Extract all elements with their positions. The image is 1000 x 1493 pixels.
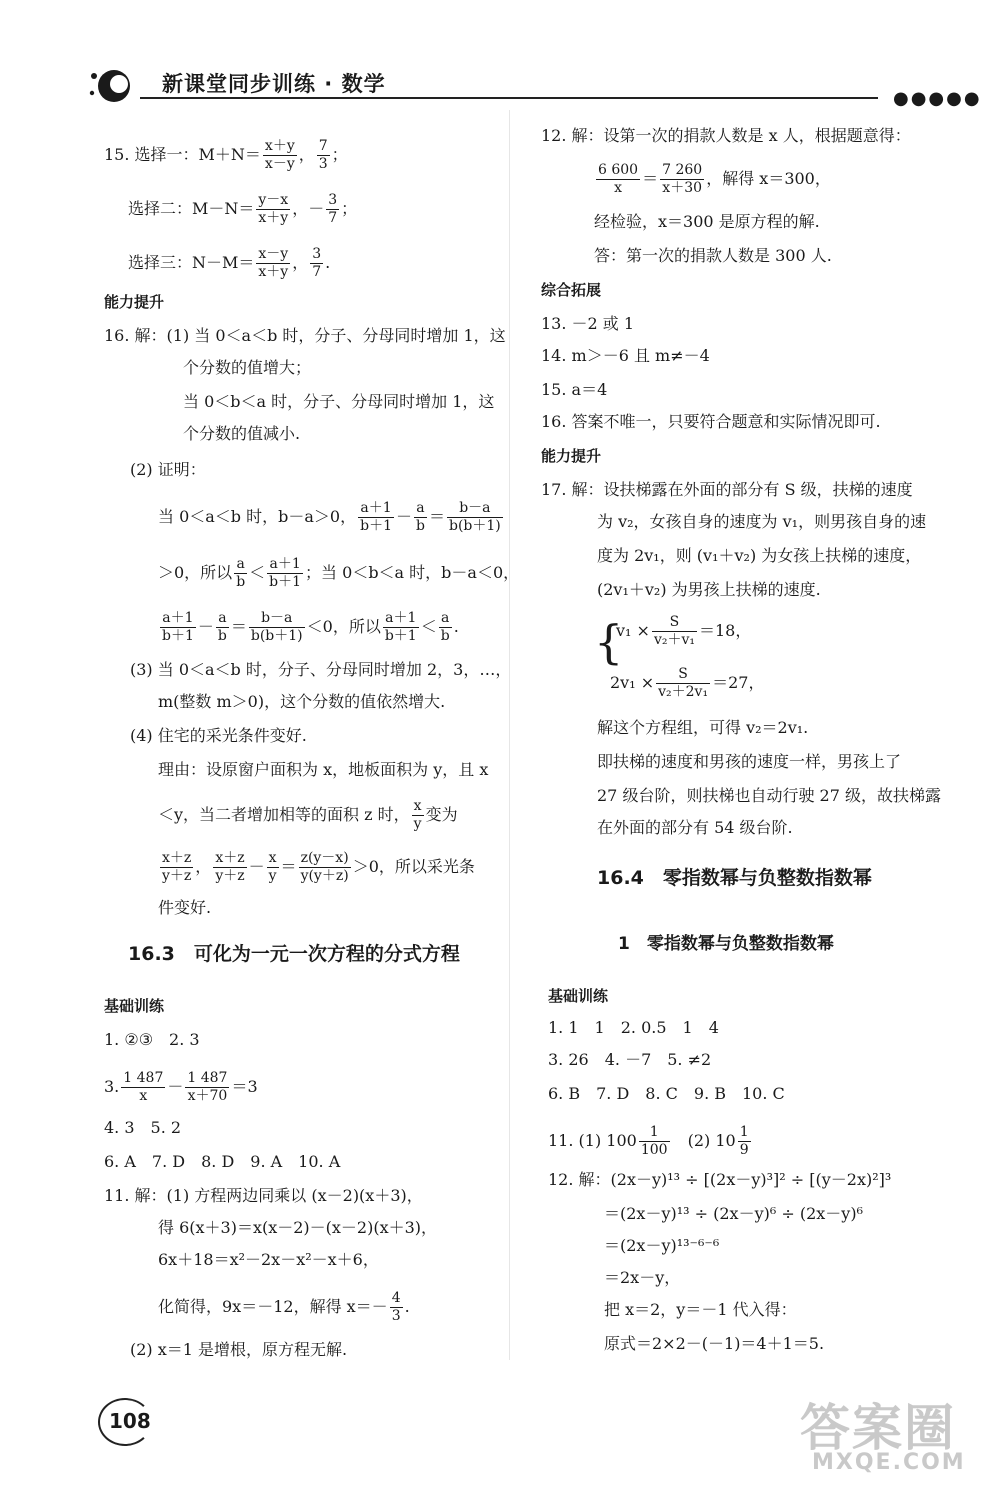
answer-11-line4: 化简得，9x＝－12，解得 x＝－ $\frac{4}{3}$ .: [158, 1290, 410, 1324]
fraction: $\frac{7 260}{x+30}$: [662, 162, 703, 196]
q15-choice2: 选择二：M－N＝ $\frac{y-x}{x+y}$ ，－ $\frac{3}{7}$ ；: [128, 192, 358, 226]
fraction: $\frac{x}{y}$: [413, 798, 422, 832]
q16-line10: m(整数 m＞0)，这个分数的值依然增大.: [158, 692, 446, 711]
q17-line7: 27 级台阶，则扶梯也自动行驶 27 级，故扶梯露: [597, 786, 941, 805]
q16-line9: (3) 当 0＜a＜b 时，分子、分母同时增加 2，3，…，: [130, 660, 512, 679]
heading-16-4: 16.4 零指数幂与负整数指数幂: [597, 867, 872, 889]
answer-1-2: 1. ②③ 2. 3: [104, 1030, 200, 1049]
q17-equation2: 2v₁ × $\frac{S}{\text{v₂＋2v₁}}$ ＝27，: [610, 666, 765, 700]
answer-b12-line6: 原式＝2×2－(－1)＝4＋1＝5.: [604, 1334, 825, 1353]
watermark: [800, 1388, 990, 1483]
page-number: 108: [109, 1409, 151, 1433]
q16-line2: 个分数的值增大；: [183, 358, 312, 377]
q16-line3: 当 0＜b＜a 时，分子、分母同时增加 1，这: [183, 392, 495, 411]
header-rule: [140, 97, 878, 99]
answer-16: 16. 答案不唯一，只要符合题意和实际情况即可.: [541, 412, 881, 431]
fraction: $\frac{1}{100}$: [640, 1124, 668, 1158]
fraction: $\frac{z(y-x)}{y(y+z)}$: [300, 850, 349, 884]
fraction: $\frac{1 487}{x}$: [123, 1070, 164, 1104]
fraction: $\frac{x+z}{y+z}$: [162, 850, 192, 884]
q17-line6: 即扶梯的速度和男孩的速度一样，男孩上了: [597, 752, 902, 771]
fraction: $\frac{a}{b}$: [217, 610, 227, 644]
header-title: 新课堂同步训练 · 数学: [162, 72, 386, 96]
q16-line4: 个分数的值减小.: [183, 424, 301, 443]
answer-13: 13. －2 或 1: [541, 314, 635, 333]
fraction: $\frac{1 487}{x+70}$: [187, 1070, 228, 1104]
q16-line15: 件变好.: [158, 898, 212, 917]
fraction: $\frac{6 600}{x}$: [598, 162, 639, 196]
answer-b6-10: 6. B 7. D 8. C 9. B 10. C: [548, 1084, 785, 1103]
q16-line11: (4) 住宅的采光条件变好.: [130, 726, 307, 745]
fraction: $\frac{4}{3}$: [391, 1290, 401, 1324]
answer-15: 15. a＝4: [541, 380, 608, 399]
q12-line3: 经检验，x＝300 是原方程的解.: [594, 212, 820, 231]
fraction: $\frac{a+1}{b+1}$: [162, 610, 194, 644]
fraction: $\frac{b-a}{b(b+1)}$: [448, 500, 501, 534]
fraction: $\frac{S}{\text{v₂＋2v₁}}$: [658, 666, 709, 700]
section-basic-right: 基础训练: [548, 987, 609, 1005]
heading-16-4-1: 1 零指数幂与负整数指数幂: [618, 934, 834, 954]
answer-b12-line3: ＝(2x－y)¹³⁻⁶⁻⁶: [604, 1236, 720, 1255]
q12-line2: $\frac{6 600}{x}$ ＝ $\frac{7 260}{x+30}$ ，解得 x＝300，: [598, 162, 831, 196]
header-dots: ●●●●●: [893, 88, 982, 109]
fraction: $\frac{x-y}{x+y}$: [258, 246, 289, 280]
q17-equation1: v₁ × $\frac{S}{\text{v₂＋v₁}}$ ＝18，: [616, 614, 752, 648]
answer-b12-line5: 把 x＝2，y＝－1 代入得：: [604, 1300, 797, 1319]
equation-system-brace: {: [594, 615, 624, 669]
q16-line14: $\frac{x+z}{y+z}$ ， $\frac{x+z}{y+z}$ － $\frac{x}{y}$ ＝ $\frac{z(y-x)}{y(y+z)}$ ＞0，所以采光条: [162, 850, 475, 884]
section-basic-left: 基础训练: [104, 997, 165, 1015]
section-ability-left: 能力提升: [104, 293, 165, 311]
watermark-url: MXQE.COM: [812, 1450, 966, 1475]
fraction: $\frac{b-a}{b(b+1)}$: [250, 610, 303, 644]
q12-line4: 答：第一次的捐款人数是 300 人.: [594, 246, 832, 265]
q16-proof-line1: 当 0＜a＜b 时，b－a＞0， $\frac{a+1}{b+1}$ － $\frac{a}{b}$ ＝ $\frac{b-a}{b(b+1)}$: [158, 500, 501, 534]
q17-line1: 17. 解：设扶梯露在外面的部分有 S 级，扶梯的速度: [541, 480, 913, 499]
q12-line1: 12. 解：设第一次的捐款人数是 x 人，根据题意得：: [541, 126, 911, 145]
q17-line3: 度为 2v₁，则 (v₁＋v₂) 为女孩上扶梯的速度，: [597, 546, 922, 565]
q17-line5: 解这个方程组，可得 v₂＝2v₁.: [597, 718, 809, 737]
section-ability-right: 能力提升: [541, 447, 602, 465]
fraction: $\frac{x}{y}$: [268, 850, 277, 884]
answer-b12-line4: ＝2x－y，: [604, 1268, 681, 1287]
answer-b11: 11. (1) 100 $\frac{1}{100}$ (2) 10 $\frac{1}{9}$: [548, 1124, 749, 1158]
fraction: $\frac{a+1}{b+1}$: [384, 610, 417, 644]
q16-line12: 理由：设原窗户面积为 x，地板面积为 y，且 x: [158, 760, 489, 779]
q17-line4: (2v₁＋v₂) 为男孩上扶梯的速度.: [597, 580, 821, 599]
q15-choice3: 选择三：N－M＝ $\frac{x-y}{x+y}$ ， $\frac{3}{7}$ .: [128, 246, 331, 280]
answer-4-5: 4. 3 5. 2: [104, 1118, 182, 1137]
q15-choice1: 15. 选择一：M＋N＝ $\frac{x+y}{x-y}$ ， $\frac{7}{3}$ ；: [104, 138, 348, 172]
fraction: $\frac{3}{7}$: [328, 192, 338, 226]
fraction: $\frac{a}{b}$: [440, 610, 450, 644]
answer-b12-line1: 12. 解：(2x－y)¹³ ÷ [(2x－y)³]² ÷ [(y－2x)²]³: [548, 1170, 892, 1189]
fraction: $\frac{y-x}{x+y}$: [258, 192, 289, 226]
answer-11-line5: (2) x＝1 是增根，原方程无解.: [130, 1340, 348, 1359]
q16-proof-line2: ＞0，所以 $\frac{a}{b}$ ＜ $\frac{a+1}{b+1}$ ；当 0＜b＜a 时，b－a＜0，: [158, 556, 520, 590]
answer-6-10: 6. A 7. D 8. D 9. A 10. A: [104, 1152, 341, 1171]
header-logo-icon: [88, 66, 132, 106]
answer-11-line2: 得 6(x＋3)＝x(x－2)－(x－2)(x＋3)，: [158, 1218, 438, 1237]
watermark-logo-text: 答案圈: [800, 1399, 956, 1457]
fraction: $\frac{a}{b}$: [236, 556, 246, 590]
fraction: $\frac{7}{3}$: [318, 138, 328, 172]
heading-16-3: 16.3 可化为一元一次方程的分式方程: [128, 943, 460, 965]
answer-b12-line2: ＝(2x－y)¹³ ÷ (2x－y)⁶ ÷ (2x－y)⁶: [604, 1204, 863, 1223]
answer-b3-5: 3. 26 4. －7 5. ≠2: [548, 1050, 712, 1069]
fraction: $\frac{a+1}{b+1}$: [269, 556, 302, 590]
q16-proof-line3: $\frac{a+1}{b+1}$ － $\frac{a}{b}$ ＝ $\frac{b-a}{b(b+1)}$ ＜0，所以 $\frac{a+1}{b+1}$ ＜ $\frac{a}{b}$ .: [162, 610, 459, 644]
section-extension: 综合拓展: [541, 281, 602, 299]
q16-line1: 16. 解：(1) 当 0＜a＜b 时，分子、分母同时增加 1，这: [104, 326, 506, 345]
answer-b1-2: 1. 1 1 2. 0.5 1 4: [548, 1018, 719, 1037]
fraction: $\frac{3}{7}$: [312, 246, 322, 280]
q17-line2: 为 v₂，女孩自身的速度为 v₁，则男孩自身的速: [597, 512, 927, 531]
answer-14: 14. m＞－6 且 m≠－4: [541, 346, 710, 365]
column-divider: [509, 110, 510, 1360]
q16-line5: (2) 证明：: [130, 460, 206, 479]
fraction: $\frac{a}{b}$: [416, 500, 425, 534]
fraction: $\frac{S}{\text{v₂＋v₁}}$: [653, 614, 695, 648]
answer-3: 3. $\frac{1 487}{x}$ － $\frac{1 487}{x+70}$ ＝3: [104, 1070, 258, 1104]
fraction: $\frac{1}{9}$: [739, 1124, 749, 1158]
answer-11-line3: 6x＋18＝x²－2x－x²－x＋6，: [158, 1250, 379, 1269]
answer-11-line1: 11. 解：(1) 方程两边同乘以 (x－2)(x＋3)，: [104, 1186, 423, 1205]
q16-line13: ＜y，当二者增加相等的面积 z 时， $\frac{x}{y}$ 变为: [158, 798, 458, 832]
fraction: $\frac{x+y}{x-y}$: [264, 138, 295, 172]
q17-line8: 在外面的部分有 54 级台阶.: [597, 818, 793, 837]
fraction: $\frac{a+1}{b+1}$: [360, 500, 392, 534]
fraction: $\frac{x+z}{y+z}$: [215, 850, 245, 884]
